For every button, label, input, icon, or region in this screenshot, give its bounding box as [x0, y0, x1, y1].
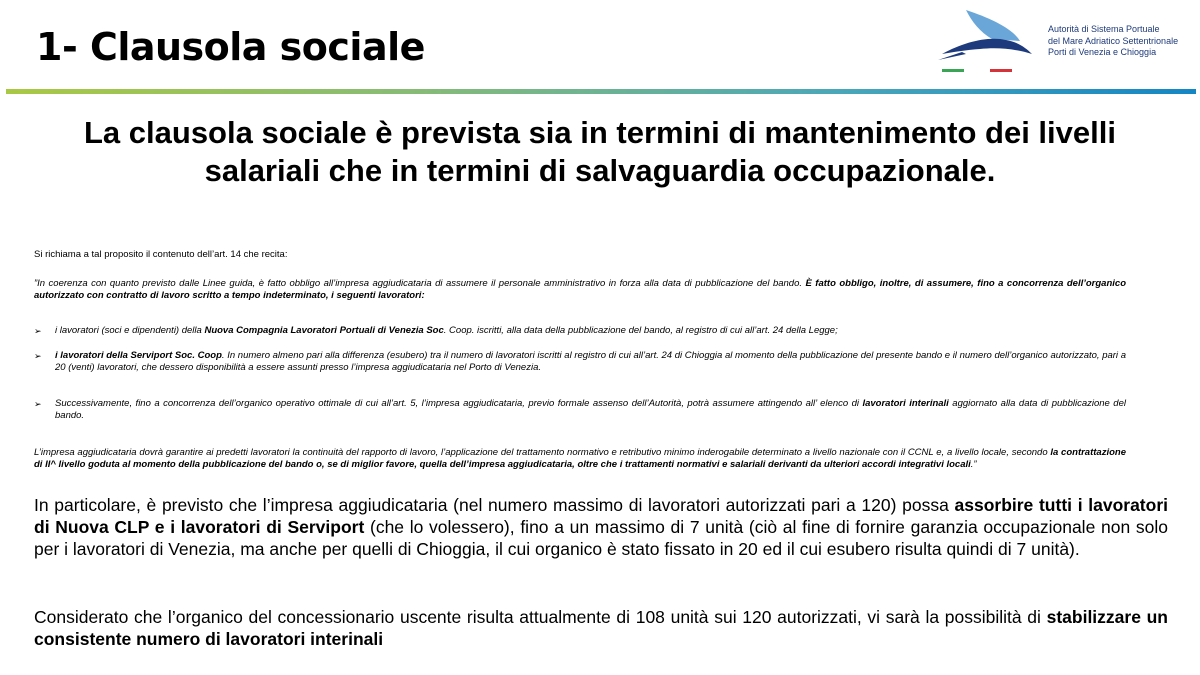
logo-text — [1048, 24, 1178, 59]
paragraph-text: (che lo volessero), fino a un massimo di 7 unità (ciò al fine di fornire garanzia occupazionale non solo per i lavoratori di Venezia, ma anche per quelli di Chioggia, il cui organico è stato fissato in 20 ed il cui esubero risulta quindi di 7 unità). — [34, 517, 1168, 559]
bullet-bold: Nuova Compagnia Lavoratori Portuali di Venezia Soc — [204, 325, 444, 336]
bullet-bold: i lavoratori della Serviport Soc. Coop — [55, 350, 222, 361]
authority-logo — [936, 8, 1191, 78]
header-divider — [6, 89, 1196, 94]
quote-closing-end: .” — [970, 459, 977, 470]
logo-line-3: Porti di Venezia e Chioggia — [1048, 47, 1157, 57]
citation-intro: Si richiama a tal proposito il contenuto dell’art. 14 che recita: — [34, 249, 288, 260]
slide-headline: La clausola sociale è prevista sia in termini di mantenimento dei livelli salariali che in termini di salvaguardia occupazionale. — [84, 115, 1116, 188]
paragraph-bold: stabilizzare un consistente numero di lavoratori interinali — [34, 607, 1168, 649]
bullet-bold: lavoratori interinali — [862, 398, 949, 409]
arrow-bullet-icon: ➢ — [34, 399, 42, 409]
quote-opening-text: ”In coerenza con quanto previsto dalle Linee guida, è fatto obbligo all’impresa aggiudicataria di assumere il personale amministrativo in forza alla data di pubblicazione del bando. — [34, 278, 806, 289]
paragraph-text: Considerato che l’organico del concessionario uscente risulta attualmente di 108 unità sui 120 autorizzati, vi sarà la possibilità di — [34, 607, 1047, 627]
paragraph-bold: assorbire tutti i lavoratori di Nuova CLP e i lavoratori di Serviport — [34, 495, 1168, 537]
list-item — [34, 350, 1126, 374]
bullet-text: aggiornato alla data di pubblicazione del bando. — [55, 398, 1126, 421]
bullet-text: . In numero almeno pari alla differenza (esubero) tra il numero di lavoratori iscritti al registro di cui all’art. 24 di Chioggia al momento della pubblicazione del presente bando e il numero dell’organico autorizzato, pari a 20 (venti) lavoratori, che dessero disponibilità a essere assunti presso l’impresa aggiudicataria nel Porto di Venezia. — [55, 350, 1126, 373]
quote-closing-bold: la contrattazione di II^ livello goduta al momento della pubblicazione del bando o, se di miglior favore, quella dell’impresa aggiudicataria, oltre che i trattamenti normativi e salariali derivanti da ulteriori accordi integrativi locali — [34, 447, 1126, 470]
ship-wing-icon — [936, 8, 1044, 78]
logo-line-1: Autorità di Sistema Portuale — [1048, 24, 1160, 34]
paragraph-absorption — [34, 494, 1168, 560]
bullet-text: i lavoratori (soci e dipendenti) della — [55, 325, 205, 336]
list-item — [34, 398, 1126, 422]
logo-line-2: del Mare Adriatico Settentrionale — [1048, 35, 1179, 46]
quote-opening-bold: È fatto obbligo, inoltre, di assumere, fino a concorrenza dell’organico autorizzato con contratto di lavoro scritto a tempo indeterminato, i seguenti lavoratori: — [34, 278, 1126, 301]
bullet-text: . Coop. iscritti, alla data della pubblicazione del bando, al registro di cui all’art. 24 della Legge; — [443, 325, 838, 336]
paragraph-stabilization — [34, 606, 1168, 650]
slide-title: 1- Clausola sociale — [36, 25, 425, 69]
quote-closing-text: L’impresa aggiudicataria dovrà garantire ai predetti lavoratori la continuità del rapporto di lavoro, l’applicazione del trattamento normativo e retributivo minimo inderogabile determinato a livello nazionale con il CCNL e, a livello locale, secondo — [34, 447, 1051, 458]
bullet-text: Successivamente, fino a concorrenza dell’organico operativo ottimale di cui all’art. 5, l’impresa aggiudicataria, previo formale assenso dell’Autorità, potrà assumere attingendo all’ elenco di — [55, 398, 863, 409]
arrow-bullet-icon: ➢ — [34, 351, 42, 361]
citation-quote-closing — [34, 447, 1126, 471]
list-item — [34, 325, 1126, 337]
citation-quote-opening — [34, 278, 1126, 302]
paragraph-text: In particolare, è previsto che l’impresa aggiudicataria (nel numero massimo di lavoratori autorizzati pari a 120) possa — [34, 495, 955, 515]
arrow-bullet-icon: ➢ — [34, 326, 42, 336]
